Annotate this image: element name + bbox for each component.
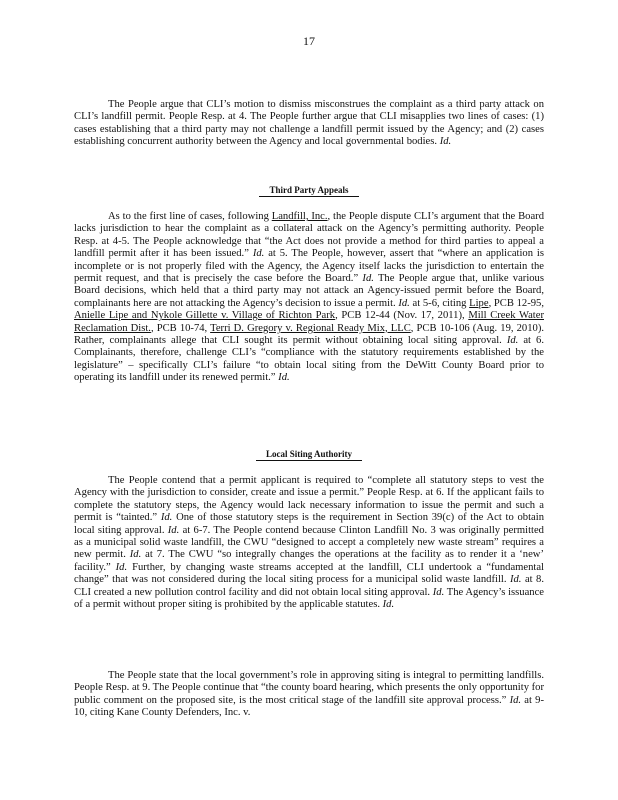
case-anielle-lipe: Anielle Lipe and Nykole Gillette v. Village of Richton Park — [74, 310, 336, 322]
paragraph-local-government-role: The People state that the local government’s role in approving siting is integral to permitting landfills. People Resp. at 9. The People continue that “the county board hearing, which presents the only opportunity for public comment on the proposed site, is the most critical stage of the landfill site approval process.” Id. at 9-10, citing Kane County Defenders, Inc. v. — [74, 670, 544, 719]
paragraph-local-siting-authority: The People contend that a permit applicant is required to “complete all statutory steps to vest the Agency with the jurisdiction to consider, create and issue a permit.” People Resp. at 6. If the applicant fails to complete the statutory steps, the Agency would lack necessary information to issue the permit and such a permit is “tainted.” Id. One of those statutory steps is the requirement in Section 39(c) of the Act to obtain local siting approval. Id. at 6-7. The People contend because Clinton Landfill No. 3 was originally permitted as a municipal solid waste landfill, the CWU “designed to accept a completely new waste stream” requires a new permit. Id. at 7. The CWU “so integrally changes the operations at the facility as to render it a ‘new’ facility.” Id. Further, by changing waste streams accepted at the landfill, CLI undertook a “fundamental change” that was not considered during the local siting process for a municipal solid waste landfill. Id. at 8. CLI created a new pollution control facility and did not obtain local siting approval. Id. The Agency’s issuance of a permit without proper siting is prohibited by the applicable statutes. Id. — [74, 475, 545, 611]
paragraph-text: The People argue that CLI’s motion to dismiss misconstrues the complaint as a third party attack on CLI’s landfill permit. People Resp. at 4. The People further argue that CLI misapplies two lines of cases: (1) cases establishing that a third party may not challenge a landfill permit issued by the Agency; and (2) cases establishing concurrent authority between the Agency and local governmental bodies. — [74, 99, 544, 148]
section-heading-third-party-appeals: Third Party Appeals — [0, 185, 618, 195]
case-terri-gregory: Terri D. Gregory v. Regional Ready Mix, LLC — [210, 322, 411, 334]
case-lipe: Lipe — [469, 297, 489, 309]
case-mill-creek: Mill Creek Water Reclamation Dist. — [74, 310, 544, 334]
case-landfill-inc: Landfill, Inc. — [271, 211, 328, 222]
page-number: 17 — [303, 34, 315, 48]
section-heading-local-siting-authority: Local Siting Authority — [0, 449, 618, 459]
paragraph-argument-summary — [74, 99, 544, 149]
id-citation: Id. — [439, 136, 452, 148]
paragraph-third-party-appeals: As to the first line of cases, following Landfill, Inc., the People dispute CLI’s argument that the Board lacks jurisdiction to hear the complaint as a collateral attack on the Agency’s permitting authority. People Resp. at 4-5. The People acknowledge that “the Act does not provide a method for third parties to appeal a landfill permit after it has been issued.” Id. at 5. The People, however, assert that “where an application is incomplete or is not properly filed with the Agency, the Agency itself lacks the jurisdiction to entertain the permit request, and that is precisely the case before the Board.” Id. The People argue that, unlike various Board decisions, which held that a third party may not attack an Agency-issued permit before the Board, complainants here are not attacking the Agency’s decision to issue a permit. Id. at 5-6, citing Lipe, PCB 12-95, Anielle Lipe and Nykole Gillette v. Village of Richton Park, PCB 12-44 (Nov. 17, 2011), Mill Creek Water Reclamation Dist., PCB 10-74, Terri D. Gregory v. Regional Ready Mix, LLC, PCB 10-106 (Aug. 19, 2010). Rather, complainants allege that CLI sought its permit without obtaining local siting approval. Id. at 6. Complainants, therefore, challenge CLI’s “compliance with the statutory requirements established by the legislature” – specifically CLI’s failure “to obtain local siting from the DeWitt County Board prior to operating its landfill under its renewed permit.” Id. — [74, 211, 545, 384]
